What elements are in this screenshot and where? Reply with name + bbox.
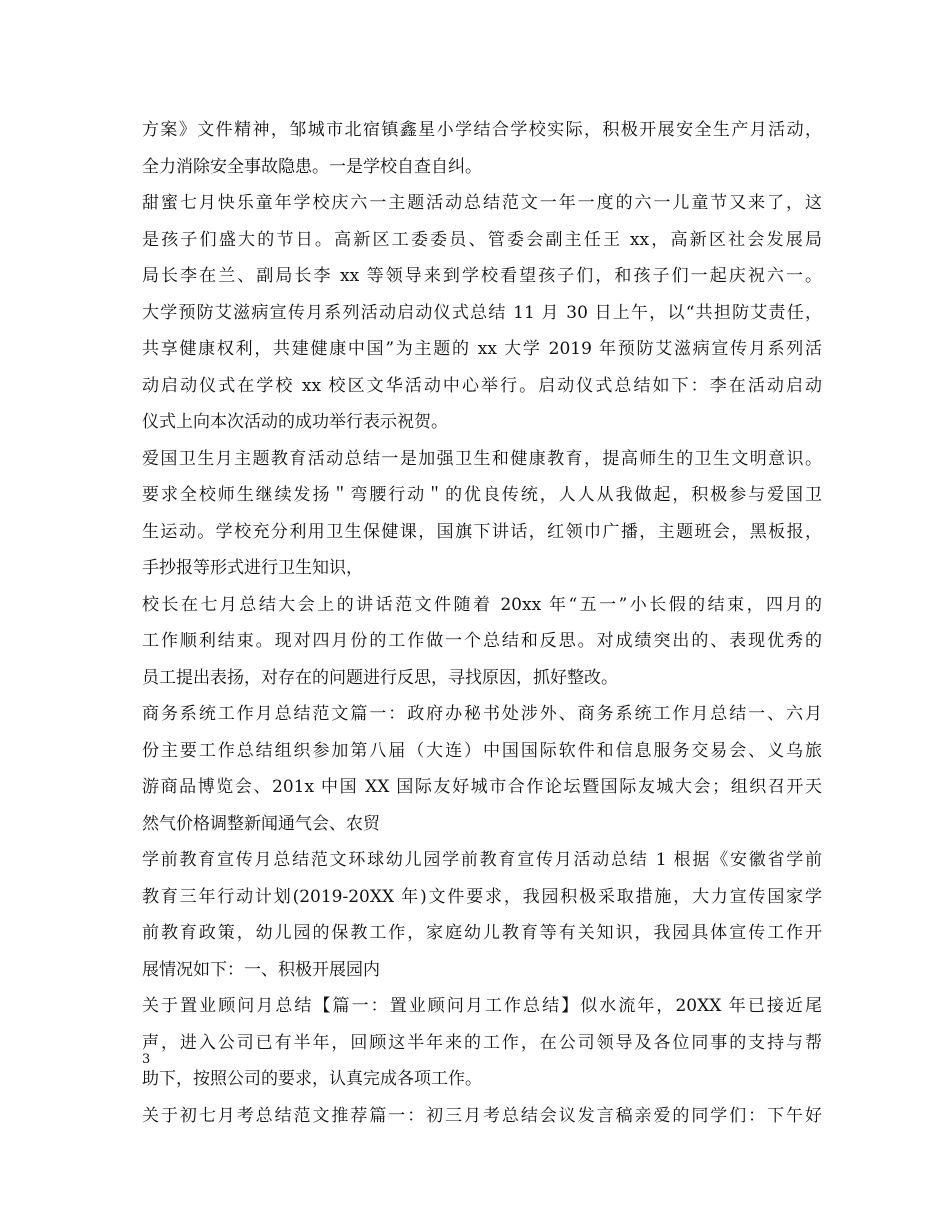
text-line: 教育三年行动计划(2019-20XX 年)文件要求，我园积极采取措施，大力宣传国家学 (142, 886, 822, 907)
text-line: 要求全校师生继续发扬＂弯腰行动＂的优良传统，人人从我做起，积极参与爱国卫 (142, 485, 822, 505)
text-line: 是孩子们盛大的节日。高新区工委委员、管委会副主任王 xx，高新区社会发展局 (142, 229, 822, 250)
text-line: 学前教育宣传月总结范文环球幼儿园学前教育宣传月活动总结 1 根据《安徽省学前 (142, 850, 822, 870)
text-line: 关于初七月考总结范文推荐篇一：初三月考总结会议发言稿亲爱的同学们：下午好 (142, 1105, 822, 1126)
text-line: 校长在七月总结大会上的讲话范文件随着 20xx 年“五一”小长假的结束，四月的 (142, 594, 822, 615)
text-line: 商务系统工作月总结范文篇一：政府办秘书处涉外、商务系统工作月总结一、六月 (142, 704, 822, 724)
page-number: 3 (142, 1052, 151, 1067)
body-text (142, 112, 822, 1134)
text-line: 份主要工作总结组织参加第八届（大连）中国国际软件和信息服务交易会、义乌旅 (142, 740, 822, 761)
text-line: 大学预防艾滋病宣传月系列活动启动仪式总结 11 月 30 日上午，以“共担防艾责任， (142, 302, 822, 323)
text-line: 关于置业顾问月总结【篇一：置业顾问月工作总结】似水流年，20XX 年已接近尾 (142, 996, 822, 1016)
text-line: 工作顺利结束。现对四月份的工作做一个总结和反思。对成绩突出的、表现优秀的 (142, 631, 822, 651)
text-line: 甜蜜七月快乐童年学校庆六一主题活动总结范文一年一度的六一儿童节又来了，这 (142, 193, 822, 213)
text-line: 动启动仪式在学校 xx 校区文华活动中心举行。启动仪式总结如下：李在活动启动 (142, 375, 822, 396)
text-line: 游商品博览会、201x 中国 XX 国际友好城市合作论坛暨国际友城大会；组织召开天 (142, 777, 822, 797)
text-line: 方案》文件精神，邹城市北宿镇鑫星小学结合学校实际，积极开展安全生产月活动， (142, 120, 822, 140)
text-line: 共享健康权利，共建健康中国”为主题的 xx 大学 2019 年预防艾滋病宣传月系列活 (142, 339, 822, 359)
text-line: 前教育政策，幼儿园的保教工作，家庭幼儿教育等有关知识，我园具体宣传工作开 (142, 923, 822, 943)
text-line: 局长李在兰、副局长李 xx 等领导来到学校看望孩子们，和孩子们一起庆祝六一。 (142, 266, 822, 286)
text-line: 全力消除安全事故隐患。一是学校自查自纠。 (142, 156, 482, 177)
text-line: 爱国卫生月主题教育活动总结一是加强卫生和健康教育，提高师生的卫生文明意识。 (142, 448, 822, 469)
text-line: 助下，按照公司的要求，认真完成各项工作。 (142, 1069, 482, 1089)
text-line: 声，进入公司已有半年，回顾这半年来的工作，在公司领导及各位同事的支持与帮 (142, 1032, 822, 1053)
text-line: 展情况如下：一、积极开展园内 (142, 959, 380, 980)
text-line: 员工提出表扬，对存在的问题进行反思，寻找原因，抓好整改。 (142, 667, 618, 688)
text-line: 然气价格调整新闻通气会、农贸 (142, 813, 380, 834)
text-line: 手抄报等形式进行卫生知识， (142, 558, 363, 578)
text-line: 仪式上向本次活动的成功举行表示祝贺。 (142, 412, 448, 432)
text-line: 生运动。学校充分利用卫生保健课，国旗下讲话，红领巾广播，主题班会，黑板报， (142, 521, 822, 542)
